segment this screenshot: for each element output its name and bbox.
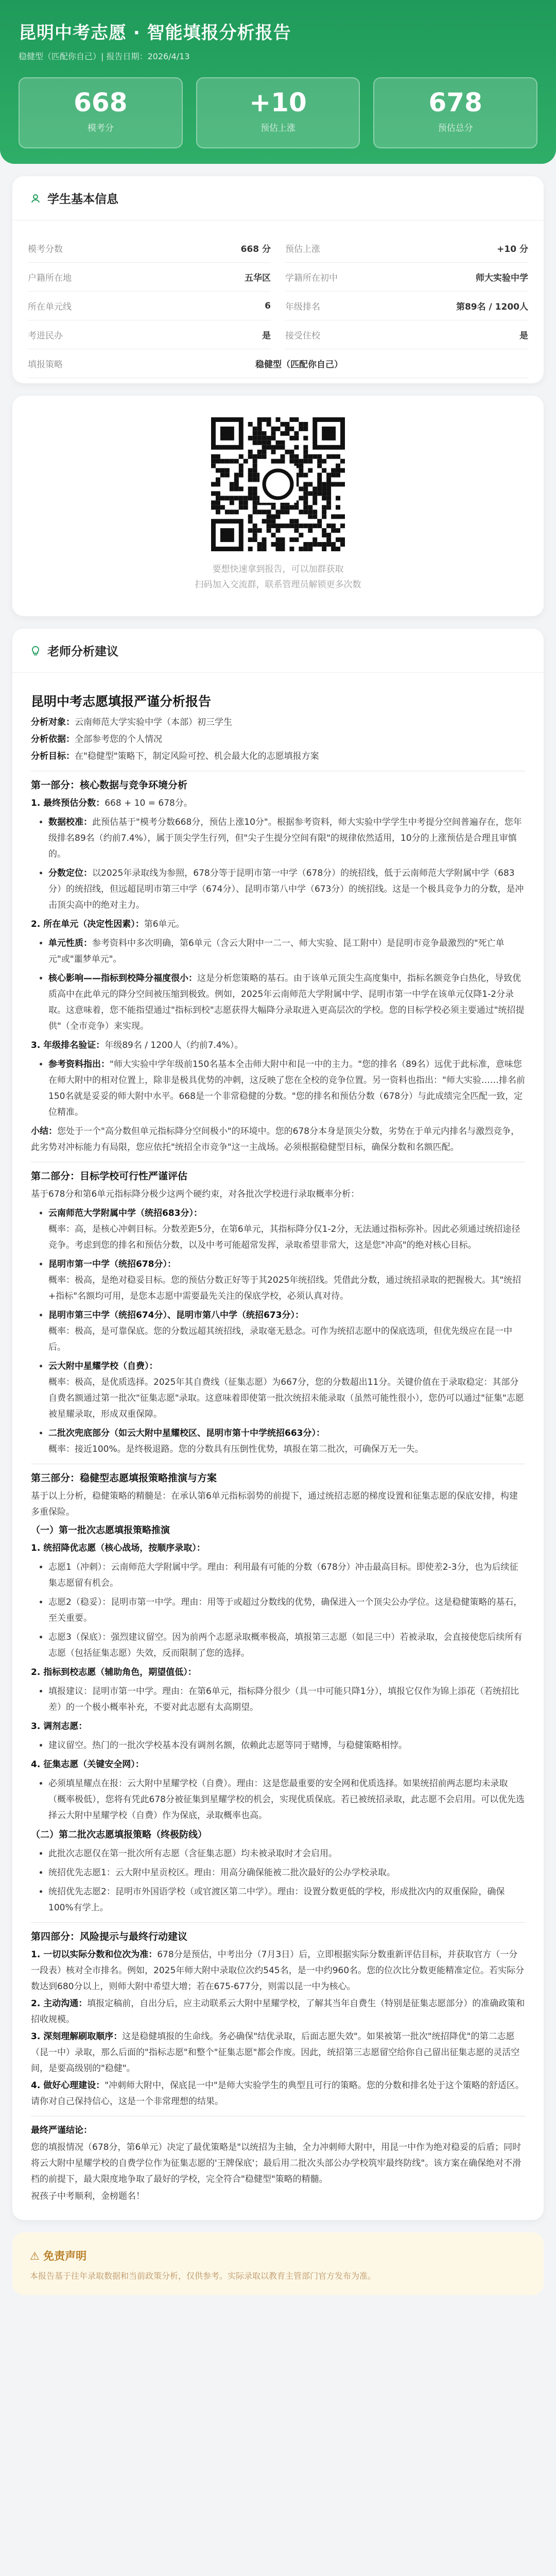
field-value: 五华区 (245, 273, 271, 283)
qr-caption-2: 扫码加入交流群，联系管理员解锁更多次数 (195, 580, 361, 590)
report-item: 1. 最终预估分数：668 + 10 = 678分。 (31, 798, 193, 808)
section-heading: 第二部分：目标学校可行性严谨评估 (31, 1171, 188, 1182)
field-value: 是 (262, 331, 271, 341)
qr-code-image[interactable] (211, 417, 345, 551)
page-title: 昆明中考志愿 · 智能填报分析报告 (19, 23, 291, 43)
lightbulb-icon (31, 646, 40, 655)
report-item: • 参考资料指出："师大实验中学年级前150名基本全击师大附中和昆一中的主力。"您的排名（89名）远优于此标准，意味您在师大附中的相对位置上，除非是极具优势的冲刺，这反映了您在全校的竞争位置。另一资料也指出："师大实验……排名前150名就是妥妥的师大附中水平。668是一个非常稳健的分数。"您的排名和预估分数（678分）与此成绩完全匹配一致，定位精准。 (48, 1057, 525, 1121)
stats-row (19, 77, 537, 148)
report-item: 2. 主动沟通：填报定稿前，自出分后，应主动联系云大附中星耀学校，了解其当年自费生（特别是征集志愿部分）的准确政策和招收规模。 (31, 1998, 525, 2025)
group-heading: 2. 指标到校志愿（辅助角色，期望值低）： (31, 1667, 197, 1677)
qr-caption-1: 要想快速拿到报告，可以加群获取 (212, 564, 344, 574)
school-item: • 云大附中星耀学校（自费）： 概率：极高，是优质选择。2025年其自费线（征集志愿）为667分，您的分数超出11分。关键价值在于录取稳定：其部分自费名额通过第一批次"征集志愿"录取。这意味着即使第一批次统招未能录取（虽然可能性很小），您仍可以通过"征集"志愿被星耀录取，形成双重保障。 (48, 1359, 525, 1422)
meta-line: 分析目标：在"稳健型"策略下，制定风险可控、机会最大化的志愿填报方案 (31, 751, 319, 761)
field-label: 所在单元线 (28, 302, 72, 312)
list-item: • 填报建议：昆明市第一中学。理由：在第6单元，指标降分很少（具一中可能只降1分），填报它仅作为锦上添花（若统招比差）的一个极小概率补充，不要对此志愿有太高期望。 (48, 1684, 525, 1716)
disclaimer-title: 免责声明 (43, 2250, 87, 2262)
report-item: 3. 年级排名验证：年级89名 / 1200人（约前7.4%）。 (31, 1040, 244, 1050)
final-text: 您的填报情况（678分，第6单元）决定了最优策略是"以统招为主轴，全力冲刺师大附中，用昆一中作为绝对稳妥的后盾；同时将云大附中星耀学校的自费学位作为征集志愿的'王牌保底'；最后用二批次头部公办学校筑牢最终防线"。该方案在确保绝对不滑档的前提下，最大限度地争取了最好的学校，完全符合"稳健型"策略的精髓。 (31, 2142, 522, 2184)
stat-estimated-total (373, 77, 537, 148)
group-heading: 3. 调剂志愿： (31, 1721, 88, 1732)
field-value: 第89名 / 1200人 (456, 302, 528, 312)
report-item: 4. 做好心理建设："冲刺师大附中，保底昆一中"是师大实验学生的典型且可行的策略。您的分数和排名处于这个策略的舒适区。请你对自己保持信心，这是一个非常理想的结果。 (31, 2080, 524, 2107)
card-header (12, 629, 544, 673)
report-item: • 核心影响——指标到校降分福度很小：这是分析您策略的基石。由于该单元顶尖生高度集中，指标名额竞争白热化，导致优质高中在此单元的降分空间被压缩到极致。例如，2025年云南师范大学附属中学、昆明市第一中学在该单元仅降1-2分录取。这意味着，您不能指望通过"指标到校"志愿获得大幅降分录取进入更高层次的学校。您的目标学校必须主要通过"统招提供"（全市竞争）来实现。 (48, 971, 525, 1035)
school-item: • 昆明市第一中学（统招678分）： 概率：极高，是绝对稳妥目标。您的预估分数正好等于其2025年统招线。凭借此分数，通过统招录取的把握极大。其"统招+指标"名额均可用，是您本志愿中需要最先关注的保底学校，必须认真对待。 (48, 1257, 525, 1304)
disclaimer-text: 本报告基于往年录取数据和当前政策分析，仅供参考。实际录取以教育主管部门官方发布为准。 (30, 2271, 376, 2281)
divider (31, 1922, 525, 1923)
list-item: • 志愿1（冲刺）：云南师范大学附属中学。理由：利用最有可能的分数（678分）冲击最高目标。即使差2-3分，也为后续征集志愿留有机会。 (48, 1560, 525, 1591)
report-body (12, 673, 544, 2220)
report-item: • 数据校准：此预估基于"模考分数668分，预估上涨10分"。根据参考资料，师大实验中学学生中考提分空间普遍存在，您年级排名89名（约前7.4%），属于顶尖学生行列，但"尖子生提分空间有限"的规律依然适用，10分的上涨预估是合理且审慎的。 (48, 815, 525, 862)
school-item: • 昆明市第三中学（统招674分）、昆明市第八中学（统招673分）： 概率：极高，是可靠保底。您的分数远超其统招线，录取毫无悬念。可作为统招志愿中的保底选项，但优先级应在昆一中后。 (48, 1308, 525, 1355)
field-row (28, 292, 271, 320)
qr-block (12, 396, 544, 616)
report-item: 1. 一切以实际分数和位次为准：678分是预估，中考出分（7月3日）后，立即根据实际分数重新评估目标，并获取官方（一分一段表）核对全市排名。例如，2025年师大附中录取位次约545名，是一中约960名。您的位次比分数更能精准定位。若实际分数达到680分以上，则师大附中希望大增；若在675-677分，则需以昆一中为核心。 (31, 1950, 525, 1992)
stat-value: 668 (74, 88, 128, 117)
list-item: • 志愿3（保底）：强烈建议留空。因为前两个志愿录取概率极高，填报第三志愿（如昆三中）若被录取，会直接使您后续所有志愿（包括征集志愿）失效，反而限制了您的选择。 (48, 1630, 525, 1662)
section-intro: 基于678分和第6单元指标降分极少这两个硬约束，对各批次学校进行录取概率分析： (31, 1189, 360, 1199)
field-value: +10 分 (497, 244, 528, 255)
subsection-heading: （二）第二批次志愿填报策略（终极防线） (31, 1829, 207, 1840)
field-label: 填报策略 (28, 360, 63, 370)
section-heading: 第一部分：核心数据与竞争环境分析 (31, 779, 188, 791)
final-heading: 最终严谨结论： (31, 2125, 92, 2136)
field-label: 年级排名 (285, 302, 320, 312)
disclaimer-box (12, 2232, 544, 2295)
section-intro: 基于以上分析，稳健策略的精髓是：在承认第6单元指标弱势的前提下，通过统招志愿的梯度设置和征集志愿的保底安排，构建多重保险。 (31, 1491, 518, 1517)
list-item: • 统招优先志愿2：昆明市外国语学校（或官渡区第二中学）。理由：设置分数更低的学校，形成批次内的双重保险，确保100%有学上。 (48, 1884, 525, 1916)
field-value: 师大实验中学 (476, 273, 528, 283)
section-heading: 第三部分：稳健型志愿填报策略推演与方案 (31, 1472, 217, 1484)
field-row (285, 234, 528, 263)
stat-value: +10 (249, 88, 307, 117)
user-icon (31, 194, 40, 203)
report-header (0, 0, 556, 164)
warning-icon: ⚠ (30, 2250, 40, 2262)
stat-label: 模考分 (87, 123, 114, 133)
school-item: • 云南师范大学附属中学（统招683分）： 概率：高，是核心冲刺目标。分数差距5分，在第6单元，其指标降分仅1-2分，无法通过指标弥补。因此必须通过统招途径竞争。考虑到您的排名和预估分数，以及中考可能超常发挥，录取希望非常大，这是您"冲高"的绝对核心目标。 (48, 1206, 525, 1253)
list-item: • 统招优先志愿1：云大附中星贡校区。理由：用高分确保能被二批次最好的公办学校录取。 (48, 1865, 525, 1881)
card-title: 学生基本信息 (47, 193, 118, 206)
school-item: • 二批次兜底部分（如云大附中星耀校区、昆明市第十中学统招663分）： 概率：接近100%。是终极退路。您的分数具有压倒性优势，填报在第二批次，可确保万无一失。 (48, 1426, 525, 1458)
field-label: 学籍所在初中 (285, 273, 338, 283)
report-item: 2. 所在单元（决定性因素）：第6单元。 (31, 919, 185, 929)
field-row (28, 263, 271, 292)
report-item: • 单元性质：参考资料中多次明确，第6单元（含云大附中一二一、师大实验、昆工附中）是昆明市竞争最激烈的"死亡单元"或"噩梦单元"。 (48, 936, 525, 968)
report-item: • 分数定位：以2025年录取线为参照，678分等于昆明市第一中学（678分）的统招线，低于云南师范大学附属中学（683分）的统招线，但远超昆明市第三中学（674分）、昆明市第八中学（673分）的统招线。这是一个极具竞争力的分数，是冲击顶尖高中的绝对主力。 (48, 866, 525, 913)
field-row (285, 263, 528, 292)
card-header (12, 176, 544, 221)
list-item: • 建议留空。热门的一批次学校基本没有调剂名额，依赖此志愿等同于赌博，与稳健策略相悖。 (48, 1738, 525, 1754)
report-title: 昆明中考志愿填报严谨分析报告 (31, 694, 212, 709)
field-row (285, 292, 528, 320)
meta-line: 分析对象：云南师范大学实验中学（本部）初三学生 (31, 717, 232, 727)
report-item: 3. 深刻理解刷取顺序：这是稳健填报的生命线。务必确保"结优录取，后面志愿失效"。如果被第一批次"统招降优"的第二志愿（昆一中）录取，那么后面的"指标志愿"和整个"征集志愿"都会作废。因此，统招第三志愿留空给你自己留出征集志愿的灵活空间，是要高级别的"稳健"。 (31, 2031, 520, 2074)
stat-estimated-rise (196, 77, 360, 148)
stat-value: 678 (428, 88, 482, 117)
report-item: 小结：您处于一个"高分数但单元指标降分空间极小"的环境中。您的678分本身是顶尖分数，劣势在于单元内排名与激烈竞争，此劣势对冲标能力有局限，您应依托"统招全市竞争"这一主战场。必须根据稳健型目标，确保分数和名额匹配。 (31, 1126, 520, 1153)
field-row (285, 320, 528, 349)
qr-card (12, 396, 544, 616)
field-label: 模考分数 (28, 244, 63, 255)
section-heading: 第四部分：风险提示与最终行动建议 (31, 1931, 188, 1942)
meta-line: 分析依据：全部参考您的个人情况 (31, 734, 162, 744)
field-value: 668 分 (240, 244, 271, 255)
list-item: • 此批次志愿仅在第一批次所有志愿（含征集志愿）均未被录取时才会启用。 (48, 1846, 525, 1862)
card-title: 老师分析建议 (47, 645, 118, 658)
field-label: 接受住校 (285, 331, 320, 341)
field-label: 考进民办 (28, 331, 63, 341)
stat-mock-score (19, 77, 183, 148)
stat-label: 预估总分 (438, 123, 473, 133)
closing-text: 祝孩子中考顺利，金榜题名！ (31, 2191, 145, 2201)
field-label: 户籍所在地 (28, 273, 72, 283)
subsection-heading: （一）第一批次志愿填报策略推演 (31, 1525, 170, 1536)
group-heading: 4. 征集志愿（关键安全网）： (31, 1759, 144, 1770)
field-value: 是 (519, 331, 528, 341)
field-row (28, 320, 271, 349)
field-row (28, 349, 528, 378)
list-item: • 志愿2（稳妥）：昆明市第一中学。理由：用等于或超过分数线的优势，确保进入一个顶尖公办学位。这是稳健策略的基石，至关重要。 (48, 1595, 525, 1626)
field-row (28, 234, 271, 263)
field-label: 预估上涨 (285, 244, 320, 255)
stat-label: 预估上涨 (260, 123, 296, 133)
student-info-card (12, 176, 544, 383)
student-fields (12, 221, 544, 383)
field-value: 稳健型（匹配你自己） (255, 360, 343, 370)
teacher-advice-card (12, 629, 544, 2220)
group-heading: 1. 统招降优志愿（核心战场，按顺序录取）： (31, 1543, 205, 1553)
field-value: 6 (265, 300, 271, 311)
report-subtitle: 稳健型（匹配你自己）| 报告日期：2026/4/13 (19, 52, 190, 61)
list-item: • 必须填星耀点在报：云大附中星耀学校（自费）。理由：这是您最重要的安全网和优质选择。如果统招前两志愿均未录取（概率极低），您将有凭此678分被征集到星耀学校的机会，实现优质保底。若已被统招录取，此志愿不会启用。可以优先选择云大附中星耀学校（自费）作为保底，录取概率也高。 (48, 1776, 525, 1824)
